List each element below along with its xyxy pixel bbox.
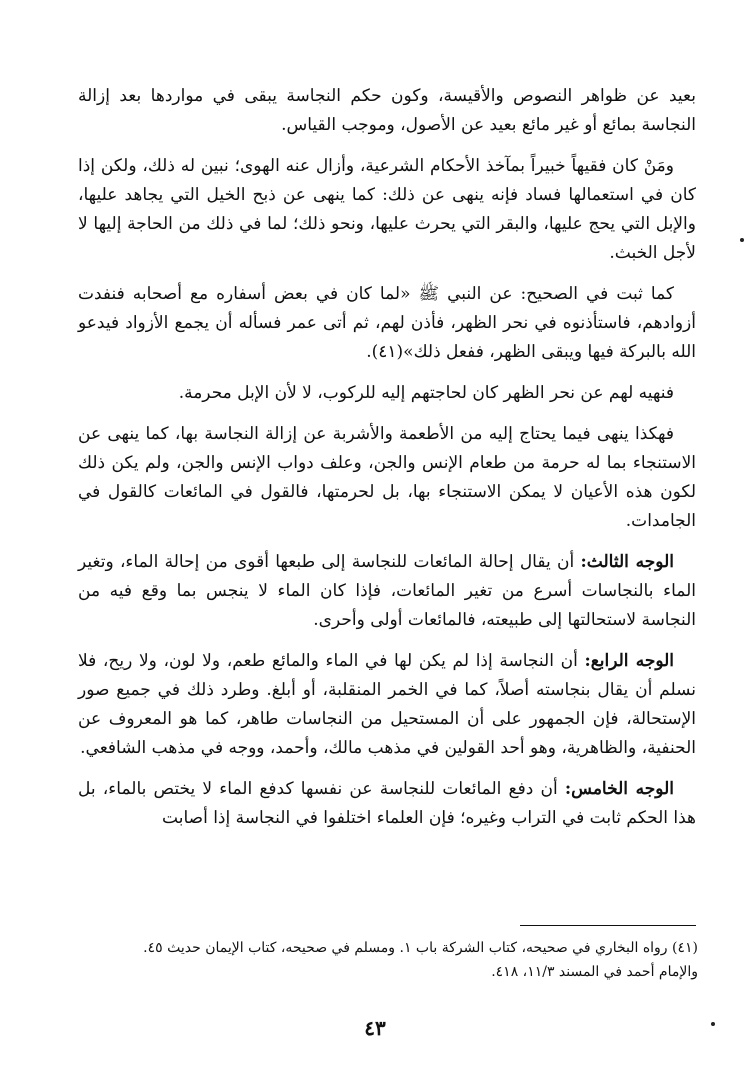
paragraph-4-text: فنهيه لهم عن نحر الظهر كان لحاجتهم إليه للركوب، لا لأن الإبل محرمة.	[178, 383, 674, 403]
paragraph-2-text: ومَنْ كان فقيهاً خبيراً بمآخذ الأحكام الشرعية، وأزال عنه الهوى؛ نبين له ذلك، ولكن إذا كان في استعمالها فساد فإنه ينهى عن ذلك: كما ينهى عن ذبح الخيل التي يجاهد عليها، والإبل التي يحج عليها، والبقر التي يحرث عليها، ونحو ذلك؛ لما في ذلك من الحاجة إليها لا لأجل الخبث.	[78, 156, 696, 263]
paragraph-8-text: أن دفع المائعات للنجاسة عن نفسها كدفع الماء لا يختص بالماء، بل هذا الحكم ثابت في التراب وغيره؛ فإن العلماء اختلفوا في النجاسة إذا أصابت	[78, 779, 696, 828]
footnote-line-1: (٤١) رواه البخاري في صحيحه، كتاب الشركة باب ١. ومسلم في صحيحه، كتاب الإيمان حديث ٤٥.	[143, 940, 698, 956]
paragraph-2	[78, 152, 696, 268]
paragraph-8-lead: الوجه الخامس:	[564, 779, 674, 799]
paragraph-7-text: أن النجاسة إذا لم يكن لها في الماء والمائع طعم، ولا لون، ولا ريح، فلا نسلم أن يقال بنجاسته أصلاً، كما في الخمر المنقلبة، أو أبلغ. وطرد ذلك في جميع صور الإستحالة، فإن الجمهور على أن المستحيل من النجاسات طاهر، كما هو المعروف عن الحنفية، والظاهرية، وهو أحد القولين في مذهب مالك، وأحمد، ووجه في مذهب الشافعي.	[78, 651, 696, 758]
paragraph-1	[78, 82, 696, 140]
paragraph-8	[78, 775, 696, 833]
paragraph-7	[78, 647, 696, 763]
paragraph-6-lead: الوجه الثالث:	[580, 552, 674, 572]
page-body	[78, 82, 696, 845]
paragraph-3-text: كما ثبت في الصحيح: عن النبي ﷺ «لما كان في بعض أسفاره مع أصحابه فنفدت أزوادهم، فاستأذنوه في نحر الظهر، فأذن لهم، ثم أتى عمر فسأله أن يجمع الأزواد فيدعو الله بالبركة فيها ويبقى الظهر، ففعل ذلك»(٤١).	[78, 284, 696, 362]
paragraph-6-text: أن يقال إحالة المائعات للنجاسة إلى طبعها أقوى من إحالة الماء، وتغير الماء بالنجاسات أسرع من تغير المائعات، فإذا كان الماء لا ينجس بما وقع فيه من النجاسة لاستحالتها إلى طبيعته، فالمائعات أولى وأحرى.	[78, 552, 696, 630]
paragraph-3	[78, 280, 696, 367]
paragraph-7-lead: الوجه الرابع:	[584, 651, 675, 671]
paragraph-6	[78, 548, 696, 635]
paragraph-5	[78, 420, 696, 536]
paragraph-4	[78, 379, 696, 408]
margin-speck	[711, 1022, 715, 1026]
footnote-divider	[520, 925, 696, 926]
paragraph-1-text: بعيد عن ظواهر النصوص والأقيسة، وكون حكم النجاسة يبقى في مواردها بعد إزالة النجاسة بمائع أو غير مائع بعيد عن الأصول، وموجب القياس.	[78, 86, 696, 135]
footnote-line-2: والإمام أحمد في المسند ١١/٣، ٤١٨.	[491, 964, 698, 980]
footnote	[78, 936, 698, 984]
page-number: ٤٣	[364, 1016, 386, 1040]
paragraph-5-text: فهكذا ينهى فيما يحتاج إليه من الأطعمة والأشربة عن إزالة النجاسة بها، كما ينهى عن الاستنجاء بما له حرمة من طعام الإنس والجن، وعلف دواب الإنس والجن، ولم يكن ذلك لكون هذه الأعيان لا يمكن الاستنجاء بها، بل لحرمتها، فالقول في المائعات كالقول في الجامدات.	[78, 424, 696, 531]
margin-speck	[740, 238, 744, 242]
